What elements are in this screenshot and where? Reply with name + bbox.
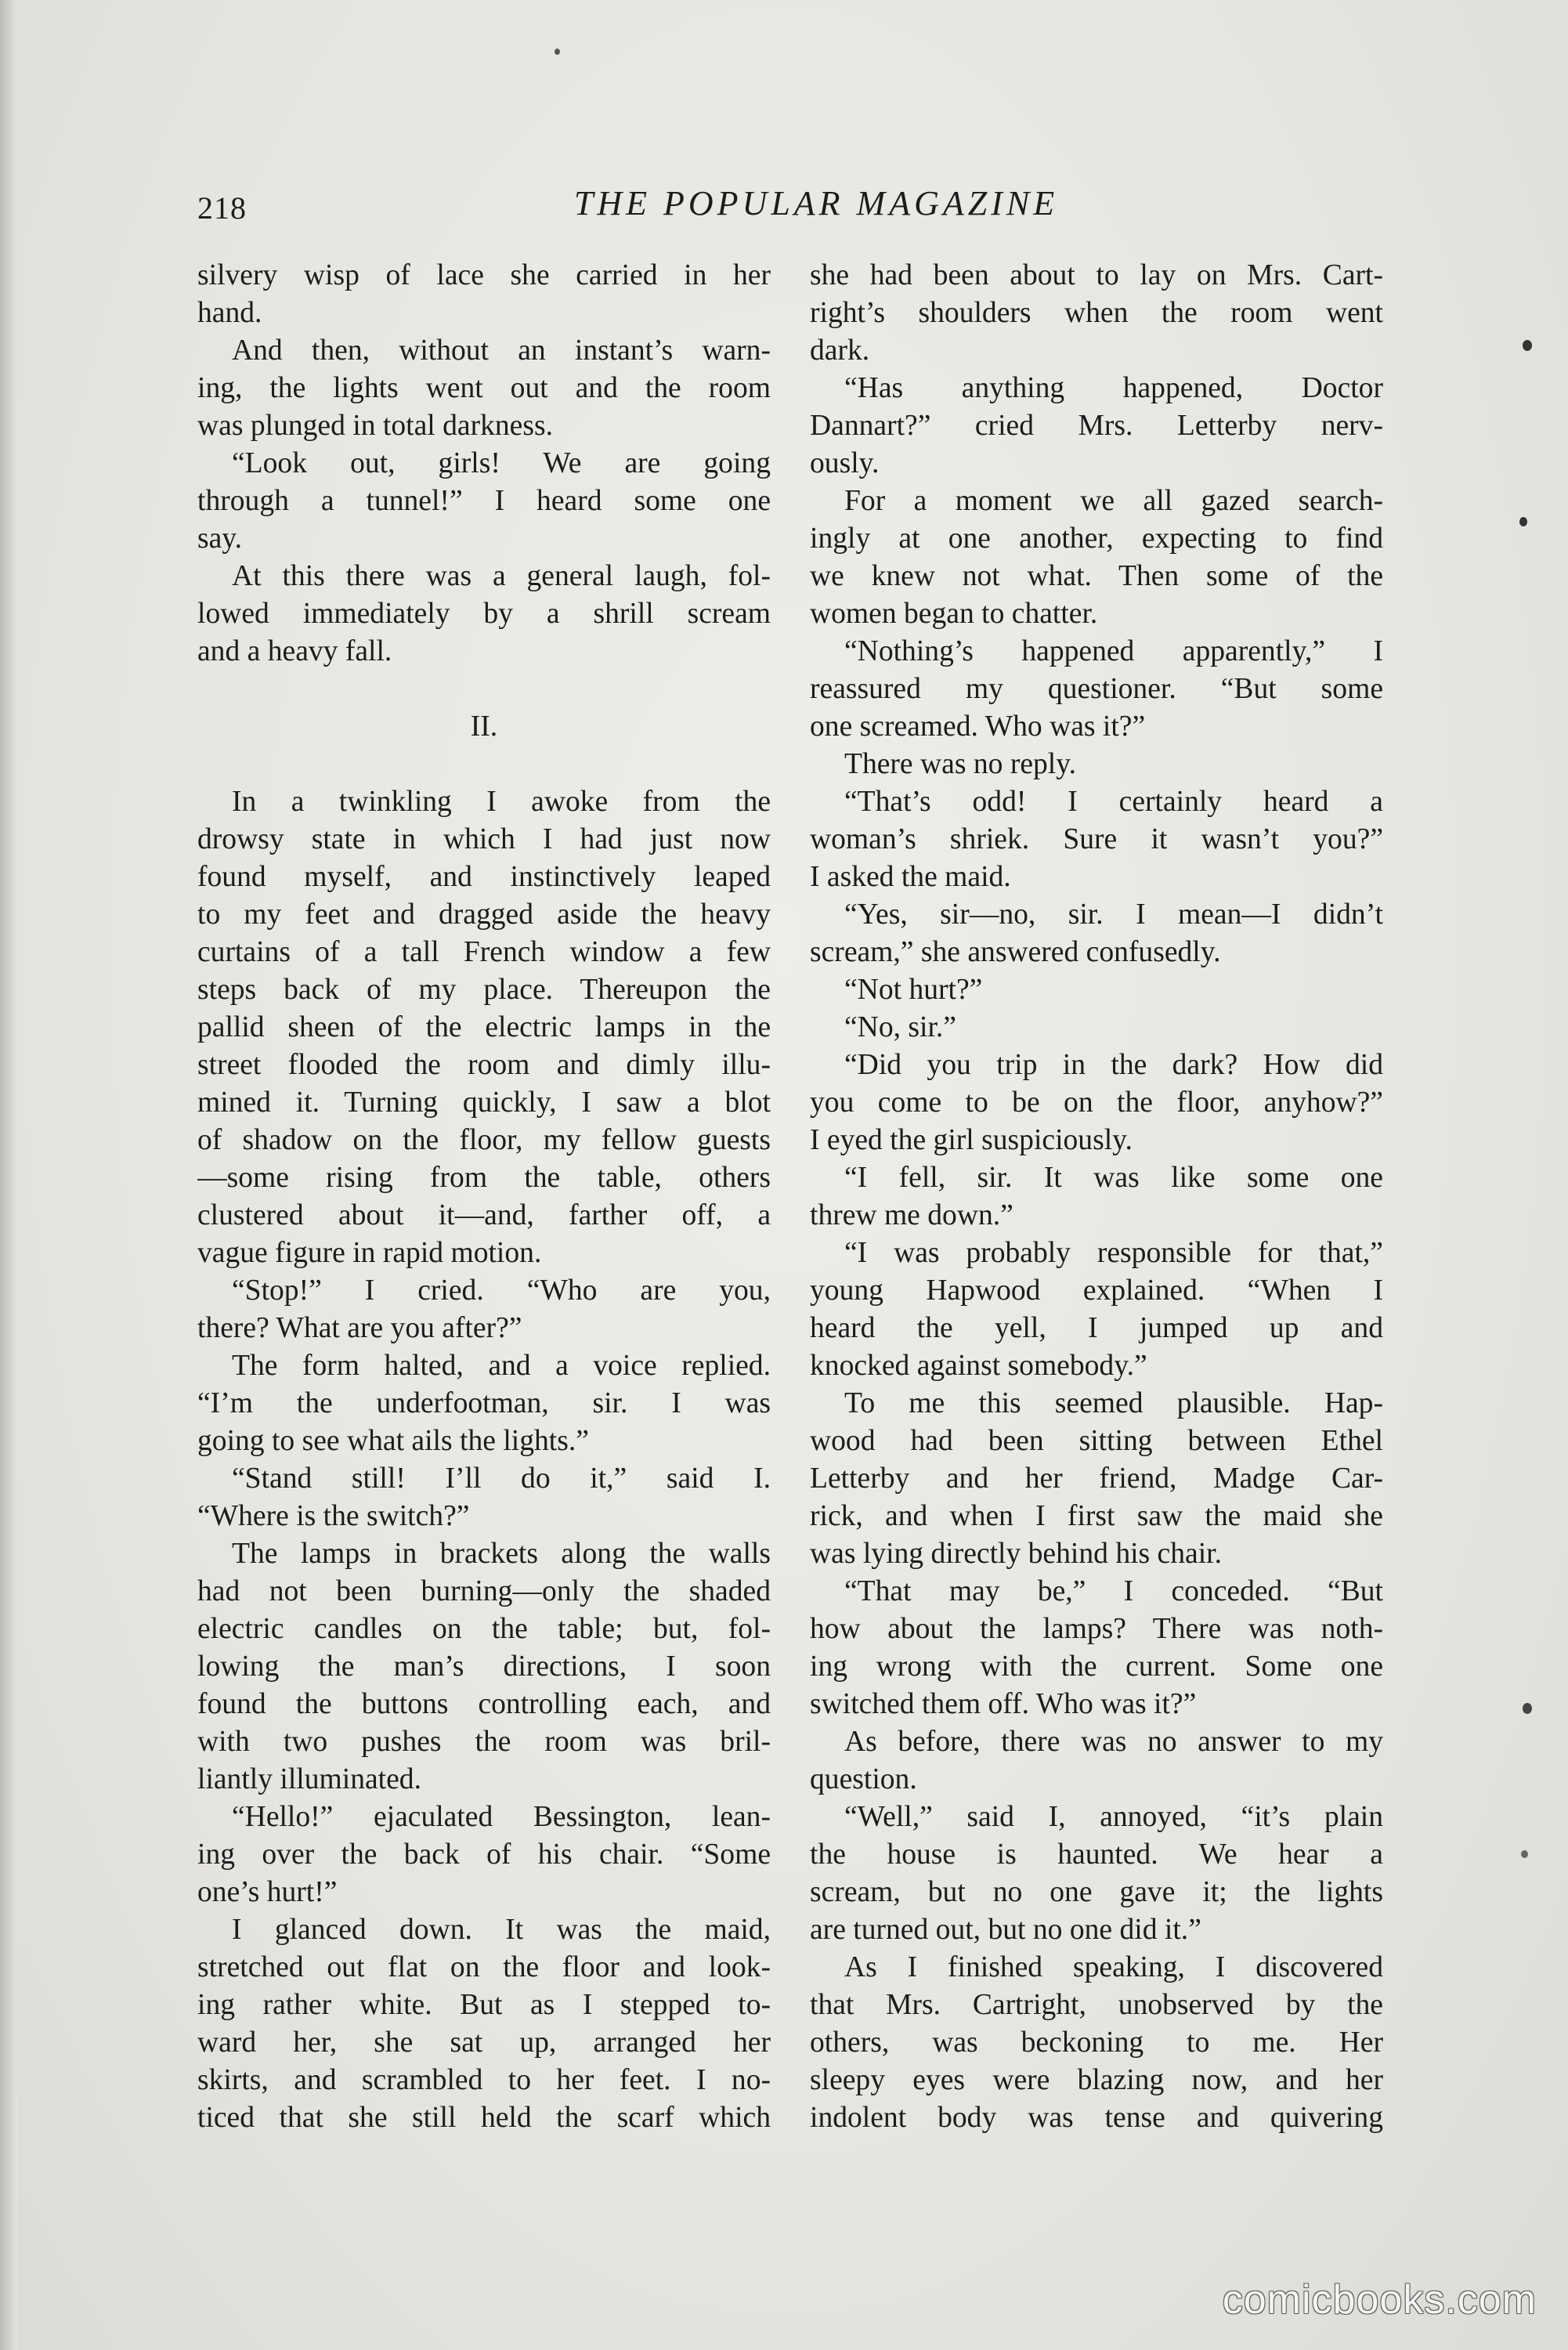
text-line: “Not hurt?”: [844, 974, 983, 1006]
binding-hole-mark: [1523, 1703, 1532, 1714]
text-line: lowing the man’s directions, I soon: [197, 1650, 771, 1683]
text-line: stretched out flat on the floor and look-: [197, 1951, 771, 1983]
text-line: women began to chatter.: [810, 598, 1098, 630]
text-line: of shadow on the floor, my fellow guests: [197, 1124, 771, 1156]
text-line: As I finished speaking, I discovered: [844, 1951, 1383, 1983]
text-line: lowed immediately by a shrill scream: [197, 598, 771, 630]
text-line: ing, the lights went out and the room: [197, 372, 771, 404]
page-header: [197, 183, 1380, 238]
text-line: [197, 746, 771, 783]
text-line: was plunged in total darkness.: [197, 410, 553, 442]
text-line: —some rising from the table, others: [197, 1162, 771, 1194]
page-number: 218: [197, 190, 247, 226]
text-line: we knew not what. Then some of the: [810, 560, 1383, 592]
text-line: question.: [810, 1763, 917, 1795]
text-line: “Has anything happened, Doctor: [844, 372, 1383, 404]
text-line: ing wrong with the current. Some one: [810, 1650, 1383, 1683]
text-line: to my feet and dragged aside the heavy: [197, 898, 771, 931]
text-line: [197, 671, 771, 708]
text-line: steps back of my place. Thereupon the: [197, 974, 771, 1006]
text-line: “Did you trip in the dark? How did: [844, 1049, 1383, 1081]
section-heading: II.: [470, 710, 498, 743]
text-line: are turned out, but no one did it.”: [810, 1914, 1201, 1946]
text-line: “Hello!” ejaculated Bessington, lean-: [232, 1801, 771, 1833]
text-line: through a tunnel!” I heard some one: [197, 485, 771, 517]
text-line: “Yes, sir—no, sir. I mean—I didn’t: [844, 898, 1383, 931]
text-line: found myself, and instinctively leaped: [197, 861, 771, 893]
text-line: “That may be,” I conceded. “But: [844, 1575, 1383, 1607]
text-line: pallid sheen of the electric lamps in the: [197, 1011, 771, 1043]
text-line: that Mrs. Cartright, unobserved by the: [810, 1989, 1383, 2021]
text-line: heard the yell, I jumped up and: [810, 1312, 1383, 1344]
text-line: right’s shoulders when the room went: [810, 297, 1383, 329]
text-line: woman’s shriek. Sure it wasn’t you?”: [810, 823, 1383, 855]
text-line: with two pushes the room was bril-: [197, 1726, 771, 1758]
text-line: “Look out, girls! We are going: [232, 447, 771, 479]
text-column-right: [810, 257, 1383, 2137]
text-line: In a twinkling I awoke from the: [232, 786, 771, 818]
text-line: The form halted, and a voice replied.: [232, 1350, 771, 1382]
text-line: she had been about to lay on Mrs. Cart-: [810, 259, 1383, 291]
text-line: how about the lamps? There was noth-: [810, 1613, 1383, 1645]
text-line: there? What are you after?”: [197, 1312, 522, 1344]
text-line: “That’s odd! I certainly heard a: [844, 786, 1383, 818]
text-line: ing rather white. But as I stepped to-: [197, 1989, 771, 2021]
text-line: At this there was a general laugh, fol-: [232, 560, 771, 592]
text-line: curtains of a tall French window a few: [197, 936, 771, 968]
text-line: I asked the maid.: [810, 861, 1011, 893]
binding-hole-mark: [1523, 340, 1532, 351]
text-line: For a moment we all gazed search-: [844, 485, 1383, 517]
text-line: As before, there was no answer to my: [844, 1726, 1383, 1758]
text-line: one screamed. Who was it?”: [810, 710, 1146, 743]
text-line: reassured my questioner. “But some: [810, 673, 1383, 705]
text-line: skirts, and scrambled to her feet. I no-: [197, 2064, 771, 2096]
text-line: “I fell, sir. It was like some one: [844, 1162, 1383, 1194]
text-line: sleepy eyes were blazing now, and her: [810, 2064, 1383, 2096]
text-line: rick, and when I first saw the maid she: [810, 1500, 1383, 1532]
text-line: scream, but no one gave it; the lights: [810, 1876, 1383, 1908]
binding-hole-mark: [1519, 517, 1527, 526]
text-line: hand.: [197, 297, 262, 329]
text-line: And then, without an instant’s warn-: [232, 334, 771, 367]
text-line: one’s hurt!”: [197, 1876, 338, 1908]
text-line: clustered about it—and, farther off, a: [197, 1199, 771, 1231]
text-line: the house is haunted. We hear a: [810, 1838, 1383, 1871]
text-line: knocked against somebody.”: [810, 1350, 1147, 1382]
text-line: vague figure in rapid motion.: [197, 1237, 542, 1269]
text-line: dark.: [810, 334, 870, 367]
text-line: ingly at one another, expecting to find: [810, 522, 1383, 555]
running-title: THE POPULAR MAGAZINE: [573, 184, 1059, 222]
text-line: electric candles on the table; but, fol-: [197, 1613, 771, 1645]
binding-hole-mark: [1521, 1850, 1528, 1858]
text-line: others, was beckoning to me. Her: [810, 2026, 1383, 2059]
text-line: Dannart?” cried Mrs. Letterby nerv-: [810, 410, 1383, 442]
text-line: “Where is the switch?”: [197, 1500, 470, 1532]
text-line: “No, sir.”: [844, 1011, 956, 1043]
text-line: The lamps in brackets along the walls: [232, 1538, 771, 1570]
text-line: mined it. Turning quickly, I saw a blot: [197, 1086, 771, 1119]
text-line: going to see what ails the lights.”: [197, 1425, 589, 1457]
text-line: To me this seemed plausible. Hap-: [844, 1387, 1383, 1419]
text-line: young Hapwood explained. “When I: [810, 1274, 1383, 1307]
text-line: I eyed the girl suspiciously.: [810, 1124, 1133, 1156]
text-line: ing over the back of his chair. “Some: [197, 1838, 771, 1871]
text-line: scream,” she answered confusedly.: [810, 936, 1221, 968]
text-line: I glanced down. It was the maid,: [232, 1914, 771, 1946]
text-line: “Stop!” I cried. “Who are you,: [232, 1274, 771, 1307]
text-line: had not been burning—only the shaded: [197, 1575, 771, 1607]
ink-speck: [555, 49, 560, 55]
text-line: switched them off. Who was it?”: [810, 1688, 1197, 1720]
text-line: ously.: [810, 447, 880, 479]
site-watermark: comicbooks.com: [1222, 2277, 1537, 2323]
text-line: indolent body was tense and quivering: [810, 2102, 1383, 2134]
text-line: silvery wisp of lace she carried in her: [197, 259, 771, 291]
text-line: drowsy state in which I had just now: [197, 823, 771, 855]
text-line: ward her, she sat up, arranged her: [197, 2026, 771, 2059]
text-line: and a heavy fall.: [197, 635, 392, 667]
text-line: wood had been sitting between Ethel: [810, 1425, 1383, 1457]
text-line: “Well,” said I, annoyed, “it’s plain: [844, 1801, 1383, 1833]
text-line: Letterby and her friend, Madge Car-: [810, 1462, 1383, 1495]
text-line: ticed that she still held the scarf which: [197, 2102, 771, 2134]
text-line: “I was probably responsible for that,”: [844, 1237, 1383, 1269]
text-line: “Nothing’s happened apparently,” I: [844, 635, 1383, 667]
text-line: There was no reply.: [844, 748, 1076, 780]
text-line: found the buttons controlling each, and: [197, 1688, 771, 1720]
page-edge-shadow: [0, 0, 17, 2350]
text-line: say.: [197, 522, 243, 555]
text-line: was lying directly behind his chair.: [810, 1538, 1222, 1570]
text-line: “Stand still! I’ll do it,” said I.: [232, 1462, 771, 1495]
text-column-left: [197, 257, 771, 2137]
text-line: street flooded the room and dimly illu-: [197, 1049, 771, 1081]
text-line: threw me down.”: [810, 1199, 1013, 1231]
text-line: you come to be on the floor, anyhow?”: [810, 1086, 1383, 1119]
text-line: liantly illuminated.: [197, 1763, 421, 1795]
text-line: “I’m the underfootman, sir. I was: [197, 1387, 771, 1419]
